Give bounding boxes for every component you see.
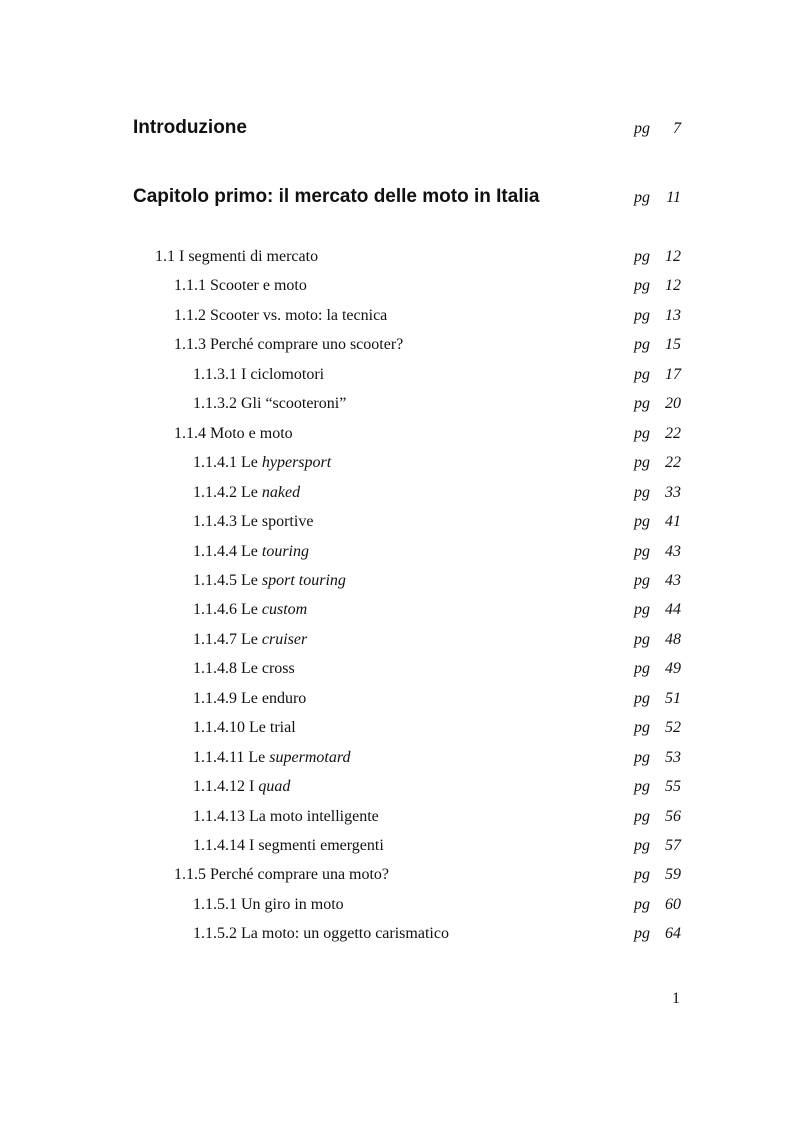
pg-label: pg — [634, 189, 650, 206]
page-footer-number: 1 — [672, 990, 680, 1007]
entry-text-italic: supermotard — [269, 749, 351, 766]
entry-title — [155, 248, 318, 266]
page-number: 51 — [665, 690, 681, 707]
entry-number: 1.1.2 — [174, 307, 206, 324]
entry-title — [193, 543, 309, 561]
toc-entry[interactable] — [174, 304, 681, 328]
entry-page-ref — [634, 660, 681, 678]
entry-page-ref — [634, 513, 681, 531]
pg-label: pg — [634, 454, 650, 471]
pg-label: pg — [634, 425, 650, 442]
entry-text: Le — [241, 484, 258, 501]
toc-entry[interactable] — [193, 363, 681, 387]
entry-text: Le cross — [241, 660, 295, 677]
entry-number: 1.1.4.1 — [193, 454, 237, 471]
entry-page-ref — [634, 277, 681, 295]
toc-entry[interactable] — [193, 834, 681, 858]
page-number: 33 — [665, 484, 681, 501]
toc-entry[interactable] — [174, 863, 681, 887]
entry-number: 1.1.1 — [174, 277, 206, 294]
entry-number: 1.1.4.3 — [193, 513, 237, 530]
toc-entry[interactable] — [193, 687, 681, 711]
page-number: 59 — [665, 866, 681, 883]
entry-page-ref — [634, 778, 681, 796]
page-number: 64 — [665, 925, 681, 942]
entry-title — [193, 749, 350, 767]
entry-title — [193, 896, 344, 914]
entry-page-ref — [634, 925, 681, 943]
entry-page-ref — [634, 719, 681, 737]
entry-text: Le — [248, 749, 266, 766]
toc-entry[interactable] — [193, 628, 681, 652]
entry-number: 1.1.4.6 — [193, 601, 237, 618]
entry-title — [174, 866, 389, 884]
pg-label: pg — [634, 120, 650, 137]
entry-page-ref — [634, 484, 681, 502]
toc-chapter-capitolo-primo[interactable] — [133, 182, 681, 212]
page-number: 55 — [665, 778, 681, 795]
entry-title — [193, 631, 307, 649]
pg-label: pg — [634, 601, 650, 618]
page-number: 13 — [665, 307, 681, 324]
entry-number: 1.1.5.2 — [193, 925, 237, 942]
entry-title — [193, 513, 313, 531]
entry-text: Scooter e moto — [210, 277, 307, 294]
toc-entry[interactable] — [193, 569, 681, 593]
entry-number: 1.1.4 — [174, 425, 206, 442]
entry-page-ref — [634, 248, 681, 266]
pg-label: pg — [634, 395, 650, 412]
entry-text: I segmenti di mercato — [179, 248, 319, 265]
toc-chapter-introduzione[interactable] — [133, 113, 681, 143]
entry-text: La moto intelligente — [249, 808, 379, 825]
entry-page-ref — [634, 454, 681, 472]
entry-page-ref — [634, 307, 681, 325]
entry-title — [193, 366, 324, 384]
entry-title — [193, 719, 296, 737]
pg-label: pg — [634, 572, 650, 589]
chapter-title: Capitolo primo: il mercato delle moto in Italia — [133, 186, 540, 207]
entry-text-italic: touring — [261, 543, 309, 560]
page-number: 20 — [665, 395, 681, 412]
entry-title — [174, 277, 307, 295]
pg-label: pg — [634, 543, 650, 560]
entry-number: 1.1.4.13 — [193, 808, 245, 825]
entry-number: 1.1 — [155, 248, 175, 265]
entry-text: I ciclomotori — [241, 366, 325, 383]
entry-number: 1.1.4.12 — [193, 778, 245, 795]
entry-title — [193, 454, 331, 472]
page-number: 41 — [665, 513, 681, 530]
entry-title — [174, 425, 293, 443]
page-number: 12 — [665, 277, 681, 294]
entry-number: 1.1.4.11 — [193, 749, 245, 766]
entry-text: Le — [241, 572, 258, 589]
toc-entry[interactable] — [193, 481, 681, 505]
pg-label: pg — [634, 513, 650, 530]
entry-title — [174, 336, 403, 354]
entry-number: 1.1.4.2 — [193, 484, 237, 501]
entry-title — [193, 778, 290, 796]
entry-page-ref — [634, 366, 681, 384]
page-number: 12 — [665, 248, 681, 265]
page-number: 60 — [665, 896, 681, 913]
entry-page-ref — [634, 336, 681, 354]
entry-text-italic: quad — [258, 778, 291, 795]
pg-label: pg — [634, 336, 650, 353]
entry-text-italic: cruiser — [261, 631, 308, 648]
toc-entry[interactable] — [193, 451, 681, 475]
entry-text: Le trial — [249, 719, 296, 736]
entry-number: 1.1.5.1 — [193, 896, 237, 913]
entry-number: 1.1.4.8 — [193, 660, 237, 677]
chapter-page-ref — [634, 120, 681, 138]
page-number: 52 — [665, 719, 681, 736]
pg-label: pg — [634, 307, 650, 324]
pg-label: pg — [634, 690, 650, 707]
entry-number: 1.1.4.14 — [193, 837, 245, 854]
entry-title — [193, 660, 295, 678]
entry-text-italic: custom — [261, 601, 308, 618]
entry-text: Perché comprare uno scooter? — [210, 336, 404, 353]
entry-page-ref — [634, 866, 681, 884]
chapter-page-ref — [634, 189, 681, 207]
toc-entry[interactable] — [193, 922, 681, 946]
page-number: 7 — [673, 120, 681, 137]
entry-text: I — [249, 778, 255, 795]
page-number: 48 — [665, 631, 681, 648]
toc-entry[interactable] — [193, 716, 681, 740]
entry-text-italic: hypersport — [261, 454, 332, 471]
entry-text: Un giro in moto — [241, 896, 344, 913]
toc-entry[interactable] — [193, 805, 681, 829]
entry-title — [193, 808, 379, 826]
entry-title — [193, 837, 384, 855]
entry-page-ref — [634, 425, 681, 443]
page-number: 43 — [665, 572, 681, 589]
pg-label: pg — [634, 749, 650, 766]
toc-entry[interactable] — [193, 657, 681, 681]
page-number: 53 — [665, 749, 681, 766]
toc-entry[interactable] — [174, 422, 681, 446]
entry-number: 1.1.4.10 — [193, 719, 245, 736]
toc-entry[interactable] — [155, 245, 681, 269]
entry-title — [193, 925, 449, 943]
entry-page-ref — [634, 543, 681, 561]
page-number: 49 — [665, 660, 681, 677]
entry-page-ref — [634, 808, 681, 826]
pg-label: pg — [634, 896, 650, 913]
page-number: 11 — [666, 189, 681, 206]
entry-number: 1.1.3.2 — [193, 395, 237, 412]
toc-entry[interactable] — [174, 274, 681, 298]
entry-page-ref — [634, 395, 681, 413]
entry-title — [193, 395, 346, 413]
toc-entry[interactable] — [193, 893, 681, 917]
toc-entry[interactable] — [193, 392, 681, 416]
entry-text: Le — [241, 601, 258, 618]
toc-entry[interactable] — [193, 598, 681, 622]
entry-title — [193, 484, 300, 502]
entry-title — [174, 307, 387, 325]
entry-text: Le sportive — [241, 513, 314, 530]
pg-label: pg — [634, 778, 650, 795]
entry-number: 1.1.4.9 — [193, 690, 237, 707]
entry-page-ref — [634, 690, 681, 708]
entry-number: 1.1.3 — [174, 336, 206, 353]
pg-label: pg — [634, 660, 650, 677]
entry-page-ref — [634, 749, 681, 767]
page-number: 15 — [665, 336, 681, 353]
entry-text: La moto: un oggetto carismatico — [241, 925, 449, 942]
page-number: 22 — [665, 454, 681, 471]
pg-label: pg — [634, 366, 650, 383]
entry-number: 1.1.3.1 — [193, 366, 237, 383]
pg-label: pg — [634, 248, 650, 265]
entry-number: 1.1.4.4 — [193, 543, 237, 560]
entry-number: 1.1.4.7 — [193, 631, 237, 648]
entry-text: Moto e moto — [210, 425, 293, 442]
entry-page-ref — [634, 631, 681, 649]
page-number: 44 — [665, 601, 681, 618]
page-number: 22 — [665, 425, 681, 442]
pg-label: pg — [634, 719, 650, 736]
page-number: 56 — [665, 808, 681, 825]
entry-title — [193, 690, 306, 708]
entry-page-ref — [634, 572, 681, 590]
page-number: 43 — [665, 543, 681, 560]
toc-entry[interactable] — [174, 333, 681, 357]
chapter-title: Introduzione — [133, 117, 247, 138]
entry-text-italic: naked — [261, 484, 301, 501]
entry-text: Gli “scooteroni” — [241, 395, 347, 412]
entry-text: Le — [241, 631, 258, 648]
entry-text: Perché comprare una moto? — [210, 866, 390, 883]
pg-label: pg — [634, 925, 650, 942]
entry-page-ref — [634, 896, 681, 914]
entry-text: I segmenti emergenti — [249, 837, 384, 854]
pg-label: pg — [634, 631, 650, 648]
pg-label: pg — [634, 277, 650, 294]
entry-title — [193, 601, 307, 619]
pg-label: pg — [634, 484, 650, 501]
toc-entry[interactable] — [193, 510, 681, 534]
toc-entry[interactable] — [193, 775, 681, 799]
pg-label: pg — [634, 866, 650, 883]
entry-page-ref — [634, 601, 681, 619]
entry-text: Le enduro — [241, 690, 307, 707]
page-number: 17 — [665, 366, 681, 383]
entry-page-ref — [634, 837, 681, 855]
entry-text: Scooter vs. moto: la tecnica — [210, 307, 388, 324]
entry-text: Le — [241, 454, 258, 471]
entry-text-italic: sport touring — [261, 572, 346, 589]
toc-entry[interactable] — [193, 746, 681, 770]
entry-number: 1.1.4.5 — [193, 572, 237, 589]
page-number: 57 — [665, 837, 681, 854]
entry-title — [193, 572, 346, 590]
entry-number: 1.1.5 — [174, 866, 206, 883]
pg-label: pg — [634, 808, 650, 825]
toc-entry[interactable] — [193, 540, 681, 564]
entry-text: Le — [241, 543, 258, 560]
pg-label: pg — [634, 837, 650, 854]
